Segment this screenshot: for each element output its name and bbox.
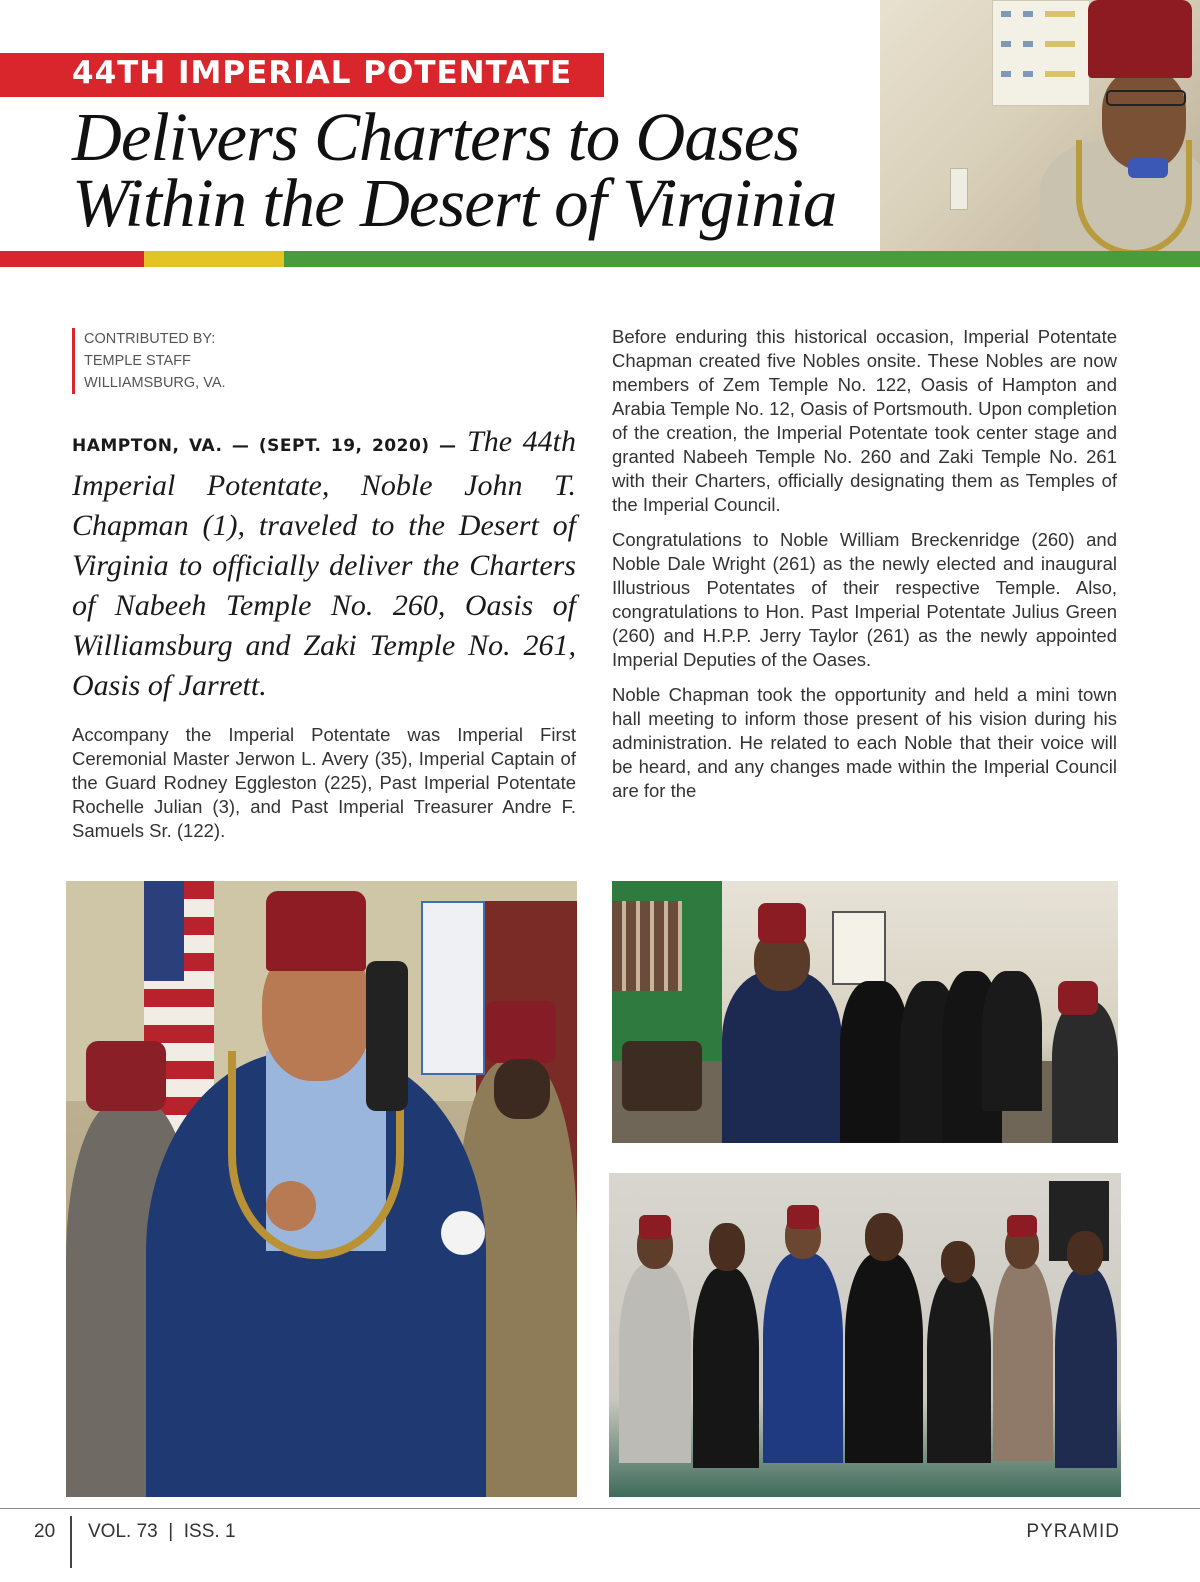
- right-column: [612, 325, 1117, 855]
- footer-divider: [70, 1516, 72, 1568]
- bow-tie: [1128, 158, 1168, 178]
- face: [1102, 70, 1186, 170]
- stripe-yellow: [144, 251, 284, 267]
- contributed-label: CONTRIBUTED BY:: [84, 331, 216, 347]
- stripe-red: [0, 251, 144, 267]
- light-switch: [950, 168, 968, 210]
- dateline: HAMPTON, VA. — (SEPT. 19, 2020) —: [72, 436, 457, 456]
- footer-rule: [0, 1508, 1200, 1509]
- contributed-location: WILLIAMSBURG, VA.: [84, 375, 226, 391]
- body-paragraph-2: Before enduring this historical occasion, Imperial Potentate Chapman created five Nobles onsite. These Nobles are now members of Zem Temple No. 122, Oasis of Hampton and Arabia Temple No. 12, Oasis of Portsmouth. Upon completion of the creation, the Imperial Potentate took center stage and granted Nabeeh Temple No. 260 and Zaki Temple No. 261 with their Charters, officially designating them as Temples of the Imperial Council.: [612, 326, 1117, 515]
- magazine-name: PYRAMID: [1026, 1521, 1120, 1542]
- headline-line-2: Within the Desert of Virginia: [72, 165, 837, 241]
- contributed-by: [72, 328, 226, 394]
- glasses: [1106, 90, 1186, 106]
- photo-group-portrait: [609, 1173, 1121, 1497]
- headline-line-1: Delivers Charters to Oases: [72, 99, 800, 175]
- body-paragraph-3: Congratulations to Noble William Breckenridge (260) and Noble Dale Wright (261) as the newly elected and inaugural Illustrious Potentates of their respective Temple. Also, congratulations to Hon. Past Imperial Potentate Julius Green (260) and H.P.P. Jerry Taylor (261) as the newly appointed Imperial Deputies of the Oases.: [612, 529, 1117, 670]
- left-column-body: [72, 723, 576, 854]
- wall-poster: [992, 0, 1090, 106]
- photo-nobles-line: [612, 881, 1118, 1143]
- stripe-green: [284, 251, 1200, 267]
- header-photo: [880, 0, 1200, 256]
- page-number: 20: [34, 1521, 56, 1542]
- body-paragraph-4: Noble Chapman took the opportunity and held a mini town hall meeting to inform those present of his vision during his administration. He related to each Noble that their voice will be heard, and any changes made within the Imperial Council are for the: [612, 684, 1117, 801]
- fez-hat: [1088, 0, 1192, 78]
- contributed-staff: TEMPLE STAFF: [84, 353, 191, 369]
- lead-text: The 44th Imperial Potentate, Noble John T. Chapman (1), traveled to the Desert of Virginia to officially deliver the Charters of Nabeeh Temple No. 260, Oasis of Williamsburg and Zaki Temple No. 261, Oasis of Jarrett.: [72, 425, 577, 702]
- lead-paragraph: [72, 422, 576, 706]
- volume-issue: VOL. 73 | ISS. 1: [88, 1521, 236, 1542]
- body-paragraph-1: Accompany the Imperial Potentate was Imperial First Ceremonial Master Jerwon L. Avery (35), Imperial Captain of the Guard Rodney Eggleston (225), Past Imperial Potentate Rochelle Julian (3), and Past Imperial Treasurer Andre F. Samuels Sr. (122).: [72, 724, 576, 841]
- kicker: 44TH IMPERIAL POTENTATE: [72, 55, 573, 91]
- headline: [72, 99, 912, 241]
- photo-potentate-speaking: [66, 881, 577, 1497]
